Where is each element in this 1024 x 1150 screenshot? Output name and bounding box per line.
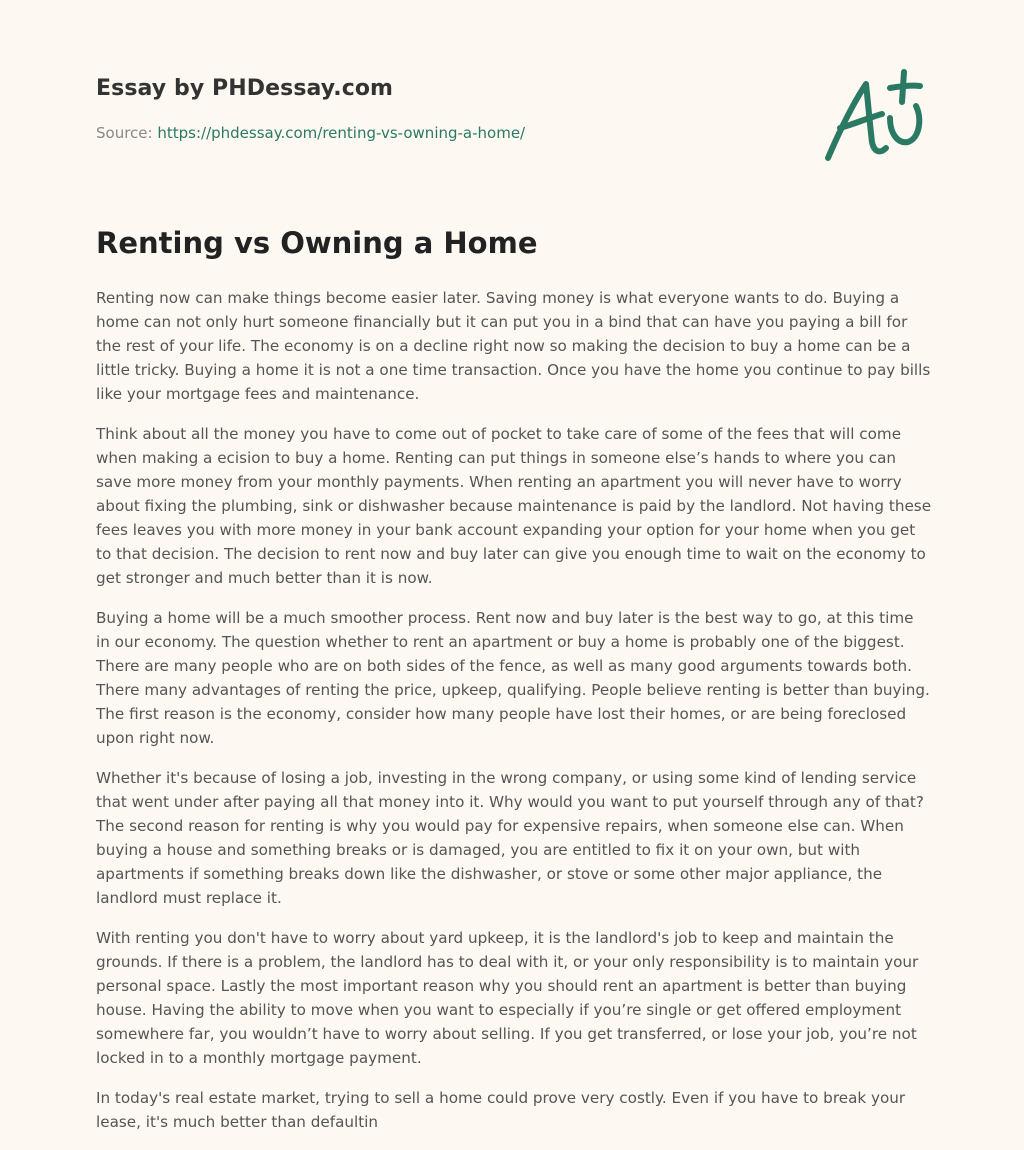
source-line — [96, 124, 525, 142]
essay-paragraph: In today's real estate market, trying to sell a home could prove very costly. Even if you have to break your lease, it's much better than defaultin — [96, 1089, 906, 1131]
site-title: Essay by PHDessay.com — [96, 76, 394, 101]
page-header — [96, 74, 932, 184]
essay-title: Renting vs Owning a Home — [96, 226, 538, 260]
essay-paragraph: With renting you don't have to worry about yard upkeep, it is the landlord's job to keep and maintain the grounds. If there is a problem, the landlord has to deal with it, or your only responsibility is to maintain your personal space. Lastly the most important reason why you should rent an apartment is better than buying house. Having the ability to move when you want to especially if you’re single or get offered employment somewhere far, you wouldn’t have to worry about selling. If you get transferred, or lose your job, you’re not locked in to a monthly mortgage payment. — [96, 929, 919, 1067]
source-link[interactable]: https://phdessay.com/renting-vs-owning-a-home/ — [157, 124, 526, 142]
essay-paragraph: Buying a home will be a much smoother process. Rent now and buy later is the best way to go, at this time in our economy. The question whether to rent an apartment or buy a home is probably one of the biggest. There are many people who are on both sides of the fence, as well as many good arguments towards both. There many advantages of renting the price, upkeep, qualifying. People believe renting is better than buying. The first reason is the economy, consider how many people have lost their homes, or are being foreclosed upon right now. — [96, 609, 930, 747]
essay-paragraph: Renting now can make things become easier later. Saving money is what everyone wants to do. Buying a home can not only hurt someone financially but it can put you in a bind that can have you paying a bill for the rest of your life. The economy is on a decline right now so making the decision to buy a home can be a little tricky. Buying a home it is not a one time transaction. Once you have the home you continue to pay bills like your mortgage fees and maintenance. — [96, 289, 931, 403]
source-label: Source: — [96, 124, 153, 142]
essay-body — [96, 286, 932, 1150]
essay-paragraph: Whether it's because of losing a job, investing in the wrong company, or using some kind of lending service that went under after paying all that money into it. Why would you want to put yourself through any of that? The second reason for renting is why you would pay for expensive repairs, when someone else can. When buying a house and something breaks or is damaged, you are entitled to fix it on your own, but with apartments if something breaks down like the dishwasher, or stove or some other major appliance, the landlord must replace it. — [96, 769, 924, 907]
a-plus-logo-icon — [820, 68, 930, 168]
essay-paragraph: Think about all the money you have to come out of pocket to take care of some of the fees that will come when making a ecision to buy a home. Renting can put things in someone else’s hands to where you can save more money from your monthly payments. When renting an apartment you will never have to worry about fixing the plumbing, sink or dishwasher because maintenance is paid by the landlord. Not having these fees leaves you with more money in your bank account expanding your option for your home when you get to that decision. The decision to rent now and buy later can give you enough time to wait on the economy to get stronger and much better than it is now. — [96, 425, 932, 587]
